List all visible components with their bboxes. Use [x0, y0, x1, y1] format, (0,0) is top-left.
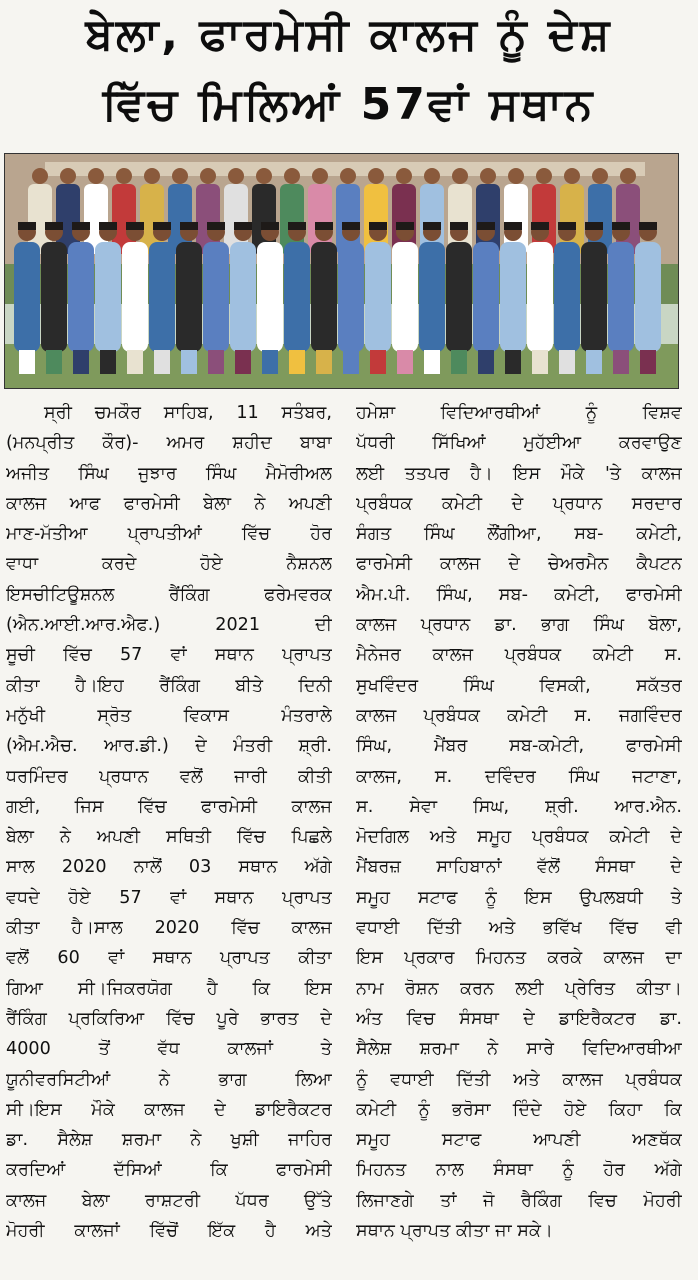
article-line: ਐਮ.ਪੀ. ਸਿੰਘ, ਸਬ- ਕਮੇਟੀ, ਫਾਰਮੇਸੀ [356, 584, 682, 605]
article-line: ਕਾਲਜ ਆਫ ਫਾਰਮੇਸੀ ਬੇਲਾ ਨੇ ਅਪਣੀ [6, 493, 332, 514]
article-line: ਅੰਤ ਵਿਚ ਸੰਸਥਾ ਦੇ ਡਾਇਰੈਕਟਰ ਡਾ. [356, 1008, 682, 1029]
article-line: ਫਾਰਮੇਸੀ ਕਾਲਜ ਦੇ ਚੇਅਰਮੈਨ ਕੈਪਟਨ [356, 554, 682, 575]
article-line: (ਐਨ.ਆਈ.ਆਰ.ਐਫ.) 2021 ਦੀ [6, 615, 332, 636]
article-line: ਕੀਤਾ ਹੈ।ਇਹ ਰੈਂਕਿੰਗ ਬੀਤੇ ਦਿਨੀ [6, 675, 332, 696]
article-line: ਸਿੰਘ, ਮੈਂਬਰ ਸਬ-ਕਮੇਟੀ, ਫਾਰਮੇਸੀ [356, 736, 682, 757]
article-line: ਸੀ।ਇਸ ਮੌਕੇ ਕਾਲਜ ਦੇ ਡਾਇਰੈਕਟਰ [6, 1099, 332, 1120]
article-line: 4000 ਤੋਂ ਵੱਧ ਕਾਲਜਾਂ ਤੇ [6, 1039, 332, 1060]
article-line: ਗਿਆ ਸੀ।ਜਿਕਰਯੋਗ ਹੈ ਕਿ ਇਸ [6, 978, 332, 999]
article-left-column [6, 398, 332, 1278]
article-line: ਹਮੇਸ਼ਾ ਵਿਦਿਆਰਥੀਆਂ ਨੂੰ ਵਿਸ਼ਵ [356, 403, 682, 423]
group-photo [4, 153, 679, 389]
article-line: ਲਈ ਤਤਪਰ ਹੈ। ਇਸ ਮੌਕੇ 'ਤੇ ਕਾਲਜ [356, 463, 682, 484]
article-line: ਡਾ. ਸੈਲੇਸ਼ ਸ਼ਰਮਾ ਨੇ ਖੁਸ਼ੀ ਜਾਹਿਰ [6, 1130, 332, 1151]
headline-line-1: ਬੇਲਾ, ਫਾਰਮੇਸੀ ਕਾਲਜ ਨੂੰ ਦੇਸ਼ [85, 9, 613, 60]
article-line: ਪ੍ਰਬੰਧਕ ਕਮੇਟੀ ਦੇ ਪ੍ਰਧਾਨ ਸਰਦਾਰ [356, 493, 682, 514]
article-line: ਮਾਣ-ਮੱਤੀਆ ਪ੍ਰਾਪਤੀਆਂ ਵਿੱਚ ਹੋਰ [6, 524, 332, 545]
article-line: ਸਥਾਨ ਪ੍ਰਾਪਤ ਕੀਤਾ ਜਾ ਸਕੇ। [356, 1221, 553, 1242]
article-line: ਲਿਜਾਣਗੇ ਤਾਂ ਜੋ ਰੈਕਿੰਗ ਵਿਚ ਮੋਹਰੀ [356, 1190, 682, 1211]
article-line: ਨੂੰ ਵਧਾਈ ਦਿੱਤੀ ਅਤੇ ਕਾਲਜ ਪ੍ਰਬੰਧਕ [356, 1069, 682, 1090]
article-line: ਵਾਧਾ ਕਰਦੇ ਹੋਏ ਨੈਸ਼ਨਲ [6, 554, 332, 575]
article-line: ਯੂਨੀਵਰਸਿਟੀਆਂ ਨੇ ਭਾਗ ਲਿਆ [6, 1069, 332, 1090]
article-line: ਅਜੀਤ ਸਿੰਘ ਜੁਝਾਰ ਸਿੰਘ ਮੈਮੋਰੀਅਲ [6, 463, 332, 484]
article-line: ਕਾਲਜ ਪ੍ਰਧਾਨ ਡਾ. ਭਾਗ ਸਿੰਘ ਬੋਲਾ, [356, 615, 682, 636]
article-line: ਸੂਚੀ ਵਿੱਚ 57 ਵਾਂ ਸਥਾਨ ਪ੍ਰਾਪਤ [6, 645, 332, 666]
article-line: (ਐਮ.ਐਚ. ਆਰ.ਡੀ.) ਦੇ ਮੰਤਰੀ ਸ਼੍ਰੀ. [6, 736, 332, 757]
article-line: (ਮਨਪ੍ਰੀਤ ਕੌਰ)- ਅਮਰ ਸ਼ਹੀਦ ਬਾਬਾ [6, 433, 332, 454]
article-line: ਮਿਹਨਤ ਨਾਲ ਸੰਸਥਾ ਨੂੰ ਹੋਰ ਅੱਗੇ [356, 1160, 682, 1181]
article-line: ਕਾਲਜ ਪ੍ਰਬੰਧਕ ਕਮੇਟੀ ਸ. ਜਗਵਿੰਦਰ [356, 705, 682, 726]
article-line: ਕਾਲਜ, ਸ. ਦਵਿੰਦਰ ਸਿੰਘ ਜਟਾਣਾ, [356, 766, 682, 787]
article-line: ਸ੍ਰੀ ਚਮਕੌਰ ਸਾਹਿਬ, 11 ਸਤੰਬਰ, [44, 403, 332, 423]
article-line: ਸੁਖਵਿੰਦਰ ਸਿੰਘ ਵਿਸਕੀ, ਸਕੱਤਰ [356, 675, 682, 696]
article-line: ਕੀਤਾ ਹੈ।ਸਾਲ 2020 ਵਿੱਚ ਕਾਲਜ [6, 918, 332, 939]
article-line: ਬੇਲਾ ਨੇ ਅਪਣੀ ਸਥਿਤੀ ਵਿੱਚ ਪਿਛਲੇ [6, 827, 332, 848]
article-line: ਮੋਦਗਿਲ ਅਤੇ ਸਮੂਹ ਪ੍ਰਬੰਧਕ ਕਮੇਟੀ ਦੇ [356, 827, 682, 848]
article-right-column [356, 398, 682, 1278]
article-line: ਕਮੇਟੀ ਨੂੰ ਭਰੋਸਾ ਦਿੰਦੇ ਹੋਏ ਕਿਹਾ ਕਿ [356, 1099, 682, 1120]
article-line: ਸੰਗਤ ਸਿੰਘ ਲੌਂਗੀਆ, ਸਬ- ਕਮੇਟੀ, [356, 524, 682, 545]
headline-line-2: ਵਿੱਚ ਮਿਲਿਆਂ 57ਵਾਂ ਸਥਾਨ [102, 79, 596, 130]
article-line: ਸਮੂਹ ਸਟਾਫ ਆਪਣੀ ਅਣਥੱਕ [356, 1130, 682, 1151]
article-line: ਮੈਨੇਜਰ ਕਾਲਜ ਪ੍ਰਬੰਧਕ ਕਮੇਟੀ ਸ. [356, 645, 682, 666]
article-line: ਇਸ ਪ੍ਰਕਾਰ ਮਿਹਨਤ ਕਰਕੇ ਕਾਲਜ ਦਾ [356, 948, 682, 969]
article-line: ਗਈ, ਜਿਸ ਵਿੱਚ ਫਾਰਮੇਸੀ ਕਾਲਜ [6, 796, 332, 817]
article-line: ਰੈਂਕਿੰਗ ਪ੍ਰਕਿਰਿਆ ਵਿੱਚ ਪੂਰੇ ਭਾਰਤ ਦੇ [6, 1008, 332, 1029]
article-line: ਸੈਲੇਸ਼ ਸ਼ਰਮਾ ਨੇ ਸਾਰੇ ਵਿਦਿਆਰਥੀਆ [356, 1039, 682, 1060]
article-line: ਪੱਧਰੀ ਸਿੱਖਿਆਂ ਮੁਹੱਈਆ ਕਰਵਾਉਣ [356, 433, 682, 454]
article-line: ਧਰਮਿੰਦਰ ਪ੍ਰਧਾਨ ਵਲੋਂ ਜਾਰੀ ਕੀਤੀ [6, 766, 332, 787]
article-line: ਵਲੋਂ 60 ਵਾਂ ਸਥਾਨ ਪ੍ਰਾਪਤ ਕੀਤਾ [6, 948, 332, 969]
article-line: ਸਮੂਹ ਸਟਾਫ ਨੂੰ ਇਸ ਉਪਲਬਧੀ ਤੇ [356, 887, 682, 908]
article-line: ਇਸਚੀਟਿਊਸ਼ਨਲ ਰੈਂਕਿੰਗ ਫਰੇਮਵਰਕ [6, 584, 332, 605]
article-line: ਮੋਹਰੀ ਕਾਲਜਾਂ ਵਿੱਚੋਂ ਇੱਕ ਹੈ ਅਤੇ [6, 1221, 332, 1242]
group-photo-illustration [5, 154, 678, 388]
article-line: ਸਾਲ 2020 ਨਾਲੋਂ 03 ਸਥਾਨ ਅੱਗੇ [6, 857, 332, 878]
headline [0, 0, 698, 150]
article-line: ਮਨੁੱਖੀ ਸ੍ਰੋਤ ਵਿਕਾਸ ਮੰਤਰਾਲੇ [6, 705, 332, 726]
article-line: ਸ. ਸੇਵਾ ਸਿਘ, ਸ਼੍ਰੀ. ਆਰ.ਐਨ. [356, 796, 682, 817]
article-line: ਵਧਦੇ ਹੋਏ 57 ਵਾਂ ਸਥਾਨ ਪ੍ਰਾਪਤ [6, 887, 332, 908]
article-line: ਨਾਮ ਰੋਸ਼ਨ ਕਰਨ ਲਈ ਪ੍ਰੇਰਿਤ ਕੀਤਾ। [356, 978, 682, 999]
article-line: ਮੈਂਬਰਜ਼ ਸਾਹਿਬਾਨਾਂ ਵੱਲੋਂ ਸੰਸਥਾ ਦੇ [356, 857, 682, 878]
article-line: ਕਰਦਿਆਂ ਦੱਸਿਆਂ ਕਿ ਫਾਰਮੇਸੀ [6, 1160, 332, 1181]
article-line: ਕਾਲਜ ਬੇਲਾ ਰਾਸ਼ਟਰੀ ਪੱਧਰ ਉੱਤੇ [6, 1190, 332, 1211]
article-line: ਵਧਾਈ ਦਿੱਤੀ ਅਤੇ ਭਵਿੱਖ ਵਿੱਚ ਵੀ [356, 918, 682, 939]
